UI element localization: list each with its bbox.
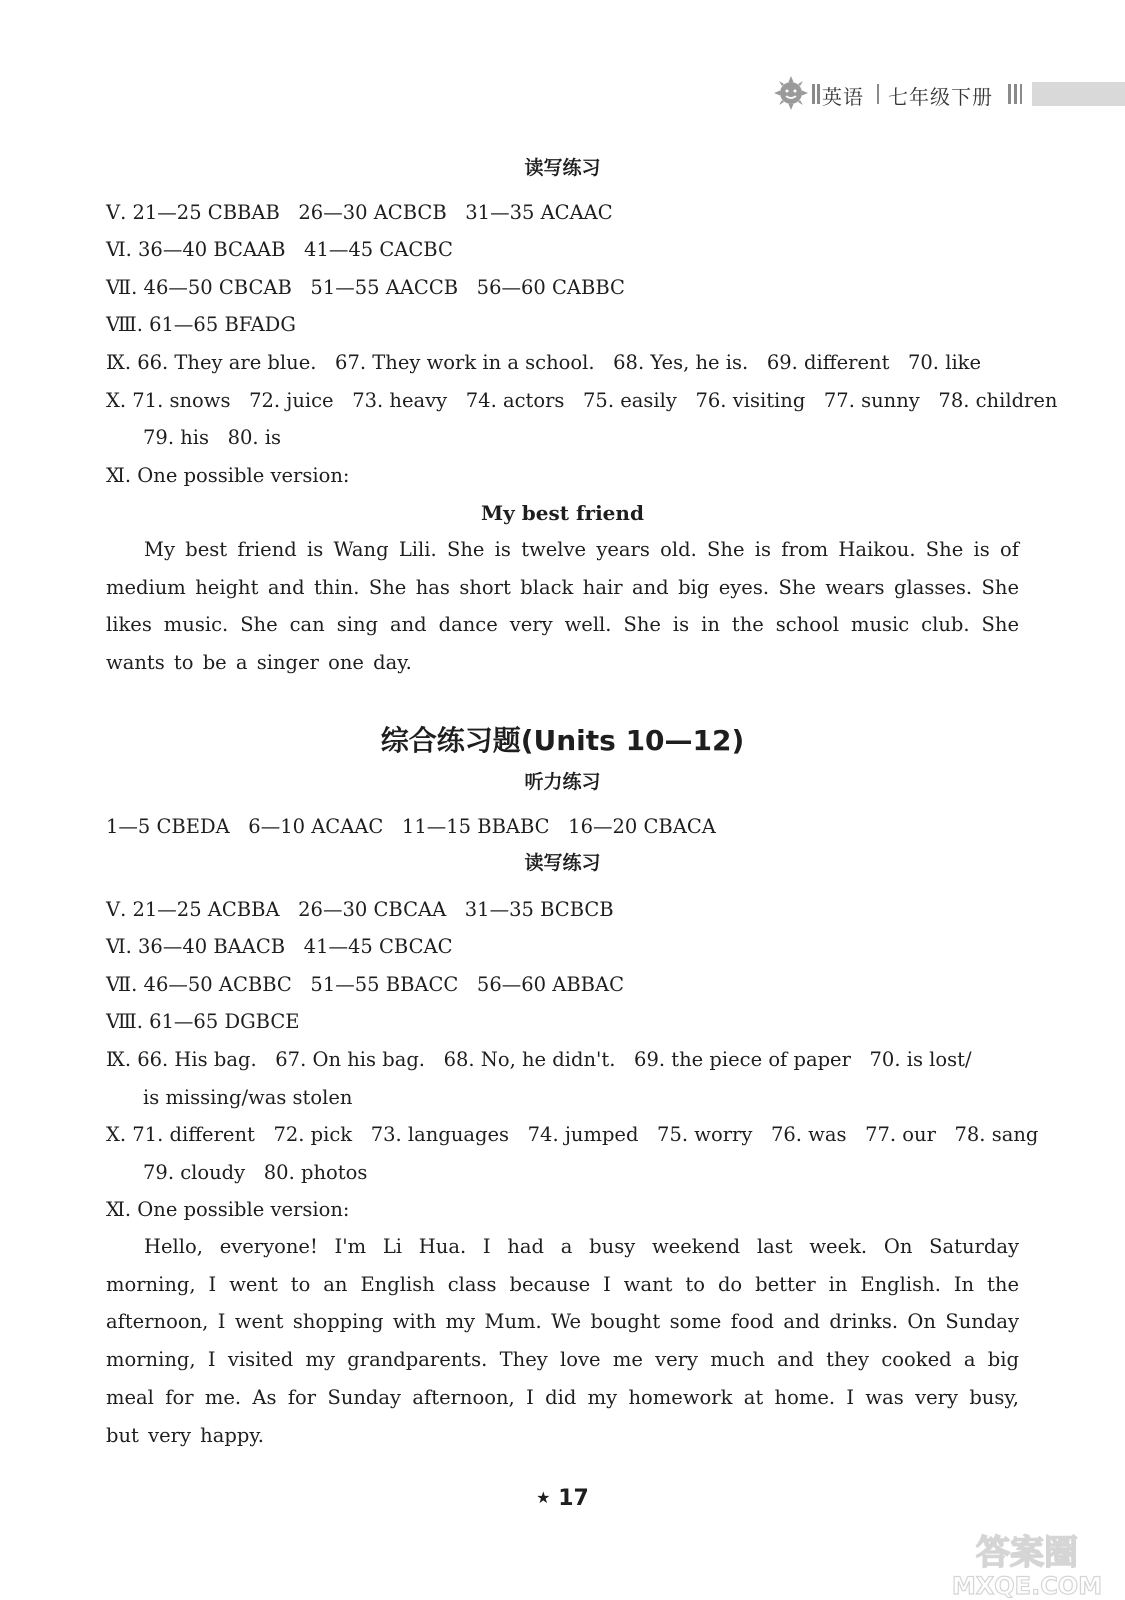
divider [1014, 84, 1017, 104]
answer-row: Ⅴ. 21—25 ACBBA 26—30 CBCAA 31—35 BCBCB [106, 898, 614, 921]
section-title: 综合练习题(Units 10—12) [380, 724, 745, 757]
answer-row: Ⅶ. 46—50 CBCAB 51—55 AACCB 56—60 CABBC [106, 276, 625, 299]
answer-row: Ⅶ. 46—50 ACBBC 51—55 BBACC 56—60 ABBAC [106, 973, 624, 996]
watermark-logo [932, 1528, 1122, 1598]
listening-answers: 1—5 CBEDA 6—10 ACAAC 11—15 BBABC 16—20 CBACA [106, 815, 716, 838]
answer-row: Ⅺ. One possible version: [106, 1198, 350, 1221]
answer-row: 79. cloudy 80. photos [143, 1161, 368, 1184]
page-number: 17 [558, 1486, 589, 1511]
watermark-top-text: 答案圈 [976, 1533, 1078, 1573]
star-icon: ★ [536, 1488, 551, 1507]
essay-paragraph: Hello, everyone! I'm Li Hua. I had a busy weekend last week. On Saturday morning, I went to an English class because I want to do better in English. In the afternoon, I went shopping with my Mum. We bought some food and drinks. On Sunday morning, I visited my grandparents. They love me very much and they cooked a big meal for me. As for Sunday afternoon, I did my homework at home. I was very busy, but very happy. [106, 1235, 1019, 1447]
answer-row: Ⅵ. 36—40 BAACB 41—45 CBCAC [106, 935, 453, 958]
page-footer [0, 1486, 1125, 1511]
listening-subtitle: 听力练习 [524, 771, 601, 793]
header-strip [1032, 82, 1125, 106]
answer-row: Ⅷ. 61—65 DGBCE [106, 1010, 300, 1033]
answer-row: Ⅸ. 66. They are blue. 67. They work in a school. 68. Yes, he is. 69. different 70. like [106, 351, 982, 374]
rw-subtitle: 读写练习 [524, 852, 601, 874]
divider [877, 84, 879, 104]
watermark-bottom-text: MXQE.COM [951, 1572, 1103, 1598]
answer-row: Ⅹ. 71. snows 72. juice 73. heavy 74. actors 75. easily 76. visiting 77. sunny 78. children [106, 389, 1058, 412]
answer-row: Ⅷ. 61—65 BFADG [106, 313, 296, 336]
answer-row: is missing/was stolen [143, 1086, 353, 1109]
page-header [770, 74, 1125, 114]
answer-row: Ⅸ. 66. His bag. 67. On his bag. 68. No, he didn't. 69. the piece of paper 70. is lost/ [106, 1048, 972, 1071]
essay-title: My best friend [481, 501, 644, 525]
grade-label: 七年级下册 [888, 85, 993, 109]
subject-label: 英语 [822, 85, 864, 109]
answer-row: Ⅹ. 71. different 72. pick 73. languages 74. jumped 75. worry 76. was 77. our 78. sang [106, 1123, 1039, 1146]
divider [1008, 84, 1011, 104]
divider [1020, 84, 1022, 104]
answer-row: Ⅵ. 36—40 BCAAB 41—45 CACBC [106, 238, 453, 261]
essay-paragraph: My best friend is Wang Lili. She is twelve years old. She is from Haikou. She is of medium height and thin. She has short black hair and big eyes. She wears glasses. She likes music. She can sing and dance very well. She is in the school music club. She wants to be a singer one day. [106, 538, 1019, 675]
answer-row: Ⅺ. One possible version: [106, 464, 350, 487]
sun-icon [774, 76, 808, 110]
answer-row: Ⅴ. 21—25 CBBAB 26—30 ACBCB 31—35 ACAAC [106, 201, 613, 224]
divider [817, 84, 820, 104]
answer-row: 79. his 80. is [143, 426, 282, 449]
divider [812, 84, 815, 104]
section-subtitle: 读写练习 [524, 157, 601, 179]
